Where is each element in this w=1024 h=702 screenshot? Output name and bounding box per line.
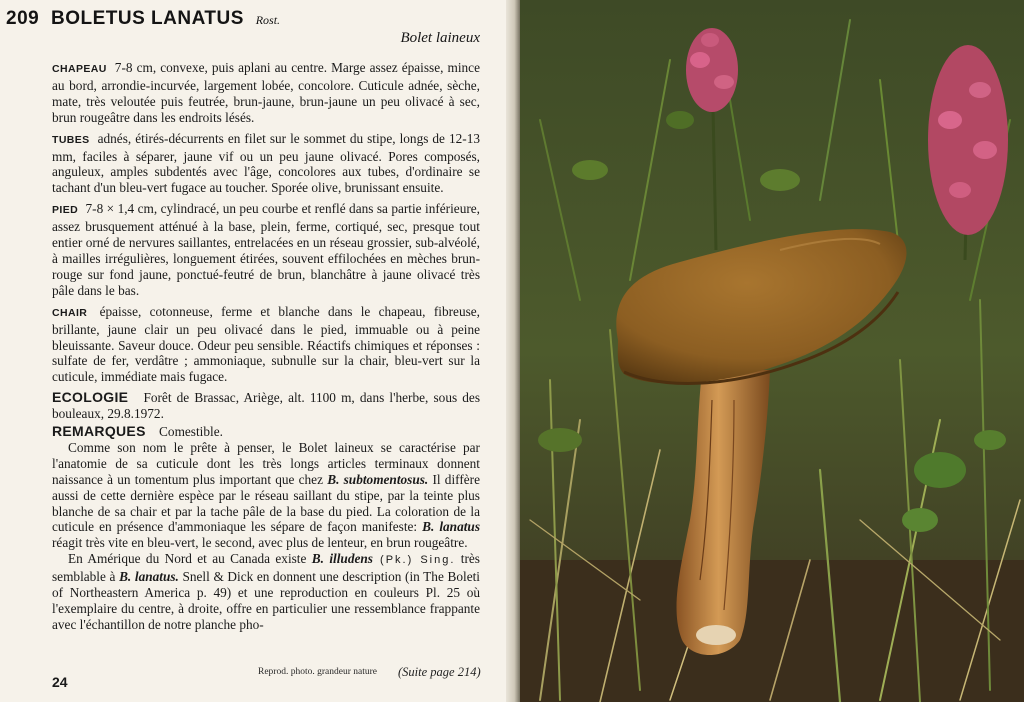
section-label: CHAIR xyxy=(52,306,88,319)
remarques-text: En Amérique du Nord et au Canada existe xyxy=(68,551,312,567)
photo-page xyxy=(520,0,1024,702)
section-label: PIED xyxy=(52,204,79,217)
species-number: 209 xyxy=(6,8,40,29)
common-name: Bolet laineux xyxy=(400,30,480,46)
remarques-text: réagit très vite en bleu-vert, le second, avec plus de lenteur, en brun rougeâtre. xyxy=(52,535,468,551)
page-number: 24 xyxy=(52,674,68,690)
section-pied xyxy=(52,201,480,298)
section-label: CHAPEAU xyxy=(52,63,107,75)
remarques-text: Snell & Dick en donnent une description (in The Boleti of Northeastern America p. 49) et une reproduction en couleurs Pl. 25 où l'exemplaire du centre, à droite, offre en particulier une ressemblance frappante avec l'échantillon de notre planche pho- xyxy=(52,569,480,632)
page-header xyxy=(6,8,280,30)
species-ref: B. lanatus xyxy=(422,519,480,535)
section-chapeau xyxy=(52,60,480,126)
remarques-text: très semblable à xyxy=(52,551,480,585)
section-text: 7-8 × 1,4 cm, cylindracé, un peu courbe et renflé dans sa partie inférieure, assez brusquement atténué à la base, plein, ferme, cortiqué, sec, presque tout entier orné de nervures saillantes, entrelacées en un réseau grossier, sub-alvéolé, à mailles irrégulières, longuement étirées, souvent effilochées en mèches brun-rouge sur fond jaune, ponctué-feutré de brun, blanchâtre à jaune olivacé très pâle dans le bas. xyxy=(52,201,481,298)
section-tubes xyxy=(52,131,480,197)
species-author: Rost. xyxy=(255,13,281,27)
section-ecologie xyxy=(52,390,480,422)
species-name: BOLETUS LANATUS xyxy=(50,8,244,29)
species-author: (Pk.) Sing. xyxy=(372,554,456,567)
photo-caption: Reprod. photo. grandeur nature xyxy=(258,667,377,677)
species-ref: B. illudens xyxy=(311,551,373,567)
species-ref: B. subtomentosus. xyxy=(327,471,429,487)
remarques-paragraph-1 xyxy=(52,440,480,551)
section-text: épaisse, cotonneuse, ferme et blanche dans le chapeau, fibreuse, brillante, jaune clair un peu olivacé dans le pied, immuable ou à peine bleuissante. Saveur douce. Odeur peu sensible. Réactifs chimiques et réponses : sulfate de fer, verdâtre ; ammoniaque, subnulle sur la chair, bleu-vert sur la cuticule, immédiate mais fugace. xyxy=(52,303,480,385)
continued-note: (Suite page 214) xyxy=(398,665,481,679)
mushroom-photo xyxy=(520,0,1024,702)
section-text: Comestible. xyxy=(159,424,223,440)
species-ref: B. lanatus. xyxy=(119,569,179,585)
section-remarques xyxy=(52,424,480,440)
section-text: adnés, étirés-décurrents en filet sur le sommet du stipe, longs de 12-13 mm, faciles à séparer, jaune vif ou un peu jaune olivacé. Pores composés, anguleux, amples subdentés avec l'âge, concolores aux tubes, d'ordinaire se tachant d'un bleu-vert fugace au toucher. Sporée olive, brunissant ensuite. xyxy=(52,130,480,196)
section-chair xyxy=(52,304,480,386)
ground xyxy=(520,560,1024,702)
remarques-paragraph-2 xyxy=(52,551,480,633)
description-body xyxy=(52,60,480,633)
section-label: REMARQUES xyxy=(52,423,146,440)
section-text: 7-8 cm, convexe, puis aplani au centre. Marge assez épaisse, mince au bord, arrondie-incurvée, largement lobée, concolore. Cuticule adnée, sèche, mate, très veloutée puis feutrée, brun-jaune, brun-jaune un peu olivacé à sec, brun rougeâtre dans les endroits lésés. xyxy=(52,60,480,125)
section-label: ECOLOGIE xyxy=(52,389,129,406)
remarques-text: Comme son nom le prête à penser, le Bolet laineux se caractérise par l'anatomie de sa cuticule dont les très longs articles terminaux donnent naissance à un tomentum plus important que chez xyxy=(52,439,480,487)
remarques-text: Il diffère aussi de cette dernière espèce par le réseau saillant du stipe, par la teinte plus blanche de sa chair et par la tache pâle de la base du pied. La coloration de la cuticule en présence d'ammoniaque les sépare de façon manifeste: xyxy=(52,471,480,535)
section-label: TUBES xyxy=(52,133,90,146)
section-text: Forêt de Brassac, Ariège, alt. 1100 m, dans l'herbe, sous des bouleaux, 29.8.1972. xyxy=(52,390,481,422)
